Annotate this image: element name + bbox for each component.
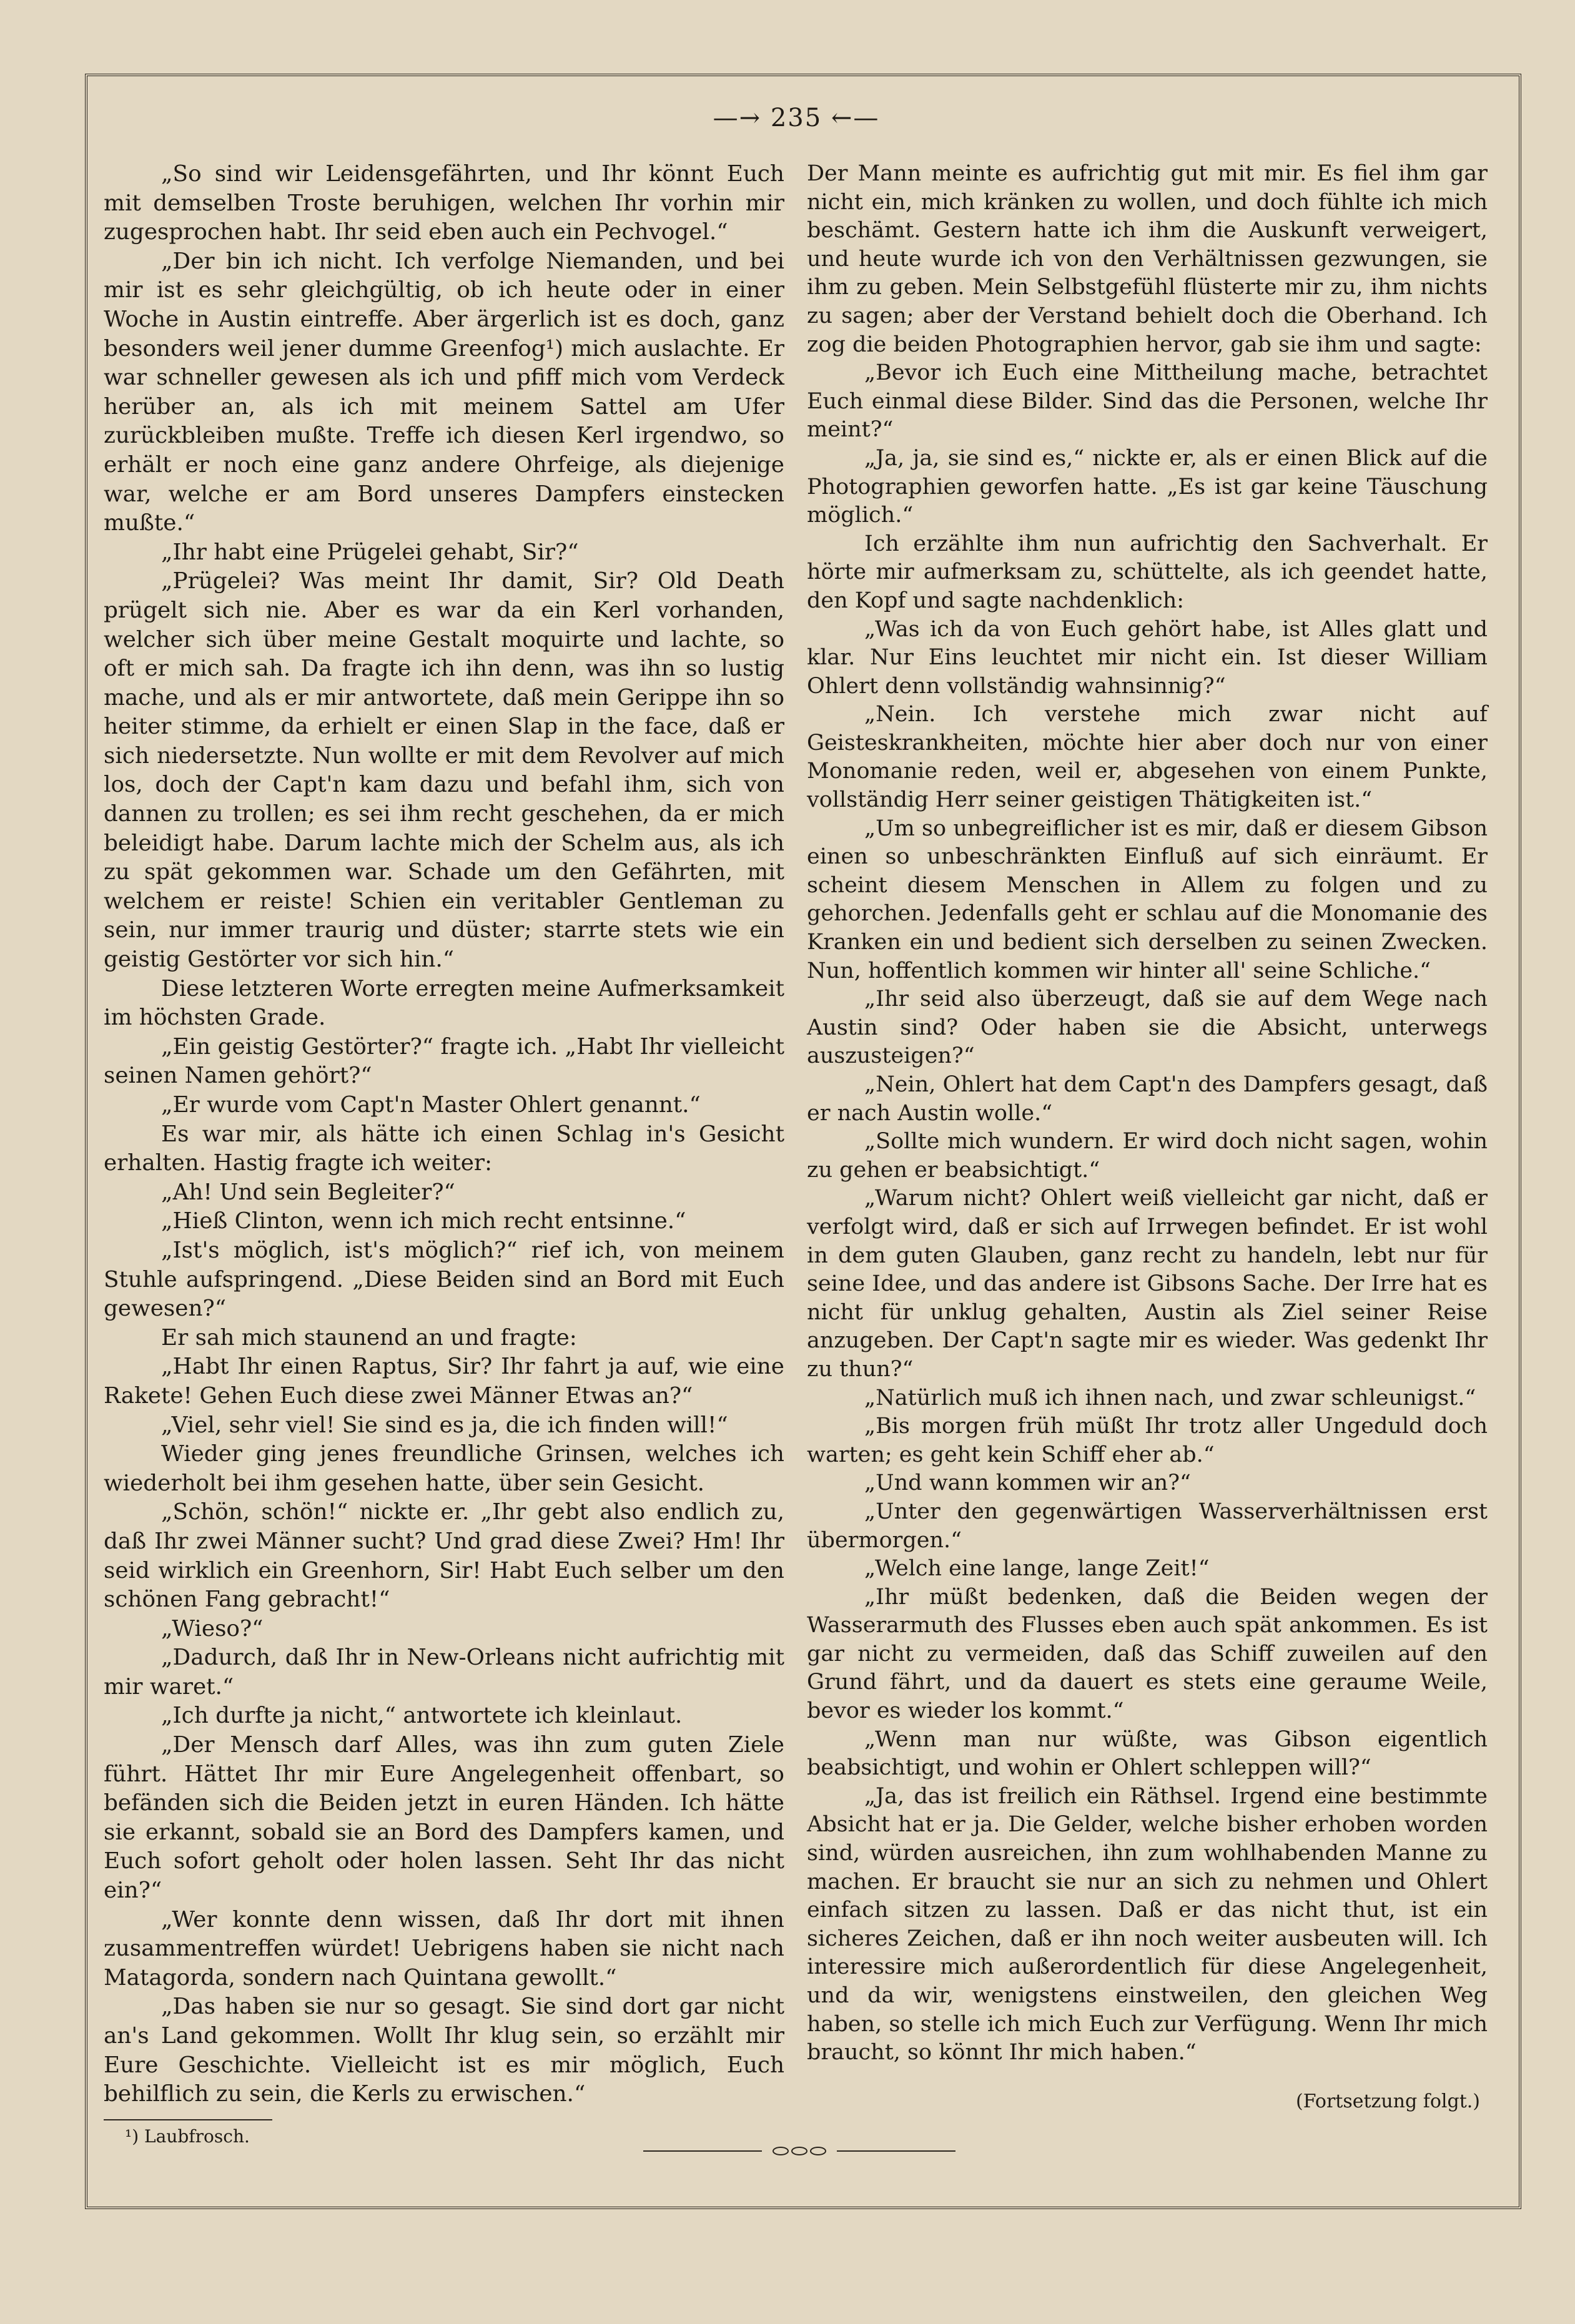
paragraph: „Wenn man nur wüßte, was Gibson eigentlich beabsichtigt, und wohin er Ohlert schleppen will?“ xyxy=(807,1726,1488,1781)
paragraph: „Wieso?“ xyxy=(161,1615,264,1642)
continuation-note: (Fortsetzung folgt.) xyxy=(1296,2090,1480,2112)
paragraph: „Wer konnte denn wissen, daß Ihr dort mit ihnen zusammentreffen würdet! Uebrigens haben sie nicht nach Matagorda, sondern nach Quintana gewollt.“ xyxy=(104,1906,784,1991)
paragraph: „So sind wir Leidensgefährten, und Ihr könnt Euch mit demselben Troste beruhigen, welchen Ihr vorhin mir zugesprochen habt. Ihr seid eben auch ein Pechvogel.“ xyxy=(104,161,784,245)
paragraph: Ich erzählte ihm nun aufrichtig den Sachverhalt. Er hörte mir aufmerksam zu, schüttelte, als ich geendet hatte, den Kopf und sagte nachdenklich: xyxy=(807,531,1488,613)
paragraph: „Nein, Ohlert hat dem Capt'n des Dampfers gesagt, daß er nach Austin wolle.“ xyxy=(807,1072,1488,1126)
paragraph: „Viel, sehr viel! Sie sind es ja, die ich finden will!“ xyxy=(161,1412,728,1438)
paragraph: „Das haben sie nur so gesagt. Sie sind dort gar nicht an's Land gekommen. Wollt Ihr klug sein, so erzählt mir Eure Geschichte. Vielleicht ist es mir möglich, Euch behilflich zu sein, die Kerls zu erwischen.“ xyxy=(104,1994,784,2107)
paragraph: Diese letzteren Worte erregten meine Aufmerksamkeit im höchsten Grade. xyxy=(104,975,784,1031)
left-column xyxy=(104,160,784,2109)
paragraph: „Bevor ich Euch eine Mittheilung mache, betrachtet Euch einmal diese Bilder. Sind das die Personen, welche Ihr meint?“ xyxy=(807,360,1488,443)
footnote-rule xyxy=(104,2119,272,2120)
paragraph: „Ich durfte ja nicht,“ antwortete ich kleinlaut. xyxy=(161,1703,683,1729)
paragraph: „Bis morgen früh müßt Ihr trotz aller Ungeduld doch warten; es geht kein Schiff eher ab.“ xyxy=(807,1414,1488,1467)
paragraph: „Ah! Und sein Begleiter?“ xyxy=(161,1179,455,1205)
paragraph: „Welch eine lange, lange Zeit!“ xyxy=(864,1556,1210,1582)
paragraph: „Um so unbegreiflicher ist es mir, daß er diesem Gibson einen so unbeschränkten Einfluß auf sich einräumt. Er scheint diesem Menschen in Allem zu folgen und zu gehorchen. Jedenfalls geht er schlau auf die Monomanie des Kranken ein und bedient sich derselben zu seinen Zwecken. Nun, hoffentlich kommen wir hinter all' seine Schliche.“ xyxy=(807,815,1488,983)
paragraph: „Unter den gegenwärtigen Wasserverhältnissen erst übermorgen.“ xyxy=(807,1499,1488,1553)
page-number: —→ 235 ←— xyxy=(713,104,880,132)
right-column xyxy=(807,160,1488,2067)
paragraph: „Warum nicht? Ohlert weiß vielleicht gar nicht, daß er verfolgt wird, daß er sich auf Irrwegen befindet. Er ist wohl in dem guten Glauben, ganz recht zu handeln, lebt nur für seine Idee, und das andere ist Gibsons Sache. Der Irre hat es nicht für unklug gehalten, Austin als Ziel seiner Reise anzugeben. Der Capt'n sagte mir es wieder. Was gedenkt Ihr zu thun?“ xyxy=(807,1186,1488,1382)
paragraph: „Ein geistig Gestörter?“ fragte ich. „Habt Ihr vielleicht seinen Namen gehört?“ xyxy=(104,1033,784,1089)
paragraph: „Was ich da von Euch gehört habe, ist Alles glatt und klar. Nur Eins leuchtet mir nicht ein. Ist dieser William Ohlert denn vollständig wahnsinnig?“ xyxy=(807,616,1488,699)
paragraph: „Natürlich muß ich ihnen nach, und zwar schleunigst.“ xyxy=(864,1385,1476,1411)
paragraph: „Ist's möglich, ist's möglich?“ rief ich, von meinem Stuhle aufspringend. „Diese Beiden sind an Bord mit Euch gewesen?“ xyxy=(104,1237,784,1322)
paragraph: „Habt Ihr einen Raptus, Sir? Ihr fahrt ja auf, wie eine Rakete! Gehen Euch diese zwei Männer Etwas an?“ xyxy=(104,1354,784,1409)
paragraph: „Der Mensch darf Alles, was ihn zum guten Ziele führt. Hättet Ihr mir Eure Angelegenheit offenbart, so befänden sich die Beiden jetzt in euren Händen. Ich hätte sie erkannt, sobald sie an Bord des Dampfers kamen, und Euch sofort geholt oder holen lassen. Seht Ihr das nicht ein?“ xyxy=(104,1732,784,1904)
paragraph: „Dadurch, daß Ihr in New-Orleans nicht aufrichtig mit mir waret.“ xyxy=(104,1645,784,1700)
paragraph: „Prügelei? Was meint Ihr damit, Sir? Old Death prügelt sich nie. Aber es war da ein Kerl vorhanden, welcher sich über meine Gestalt moquirte und lachte, so oft er mich sah. Da fragte ich ihn denn, was ihn so lustig mache, und als er mir antwortete, daß mein Gerippe ihn so heiter stimme, da erhielt er einen Slap in the face, daß er sich niedersetzte. Nun wollte er mit dem Revolver auf mich los, doch der Capt'n kam dazu und befahl ihm, sich von dannen zu trollen; es sei ihm recht geschehen, da er mich beleidigt habe. Darum lachte mich der Schelm aus, als ich zu spät gekommen war. Schade um den Gefährten, mit welchem er reiste! Schien ein veritabler Gentleman zu sein, nur immer traurig und düster; starrte stets wie ein geistig Gestörter vor sich hin.“ xyxy=(104,568,784,973)
paragraph: „Ja, ja, sie sind es,“ nickte er, als er einen Blick auf die Photographien geworfen hatte. „Es ist gar keine Täuschung möglich.“ xyxy=(807,445,1488,528)
paragraph: Der Mann meinte es aufrichtig gut mit mir. Es fiel ihm gar nicht ein, mich kränken zu wollen, und doch fühlte ich mich beschämt. Gestern hatte ich ihm die Auskunft verweigert, und heute wurde ich von den Verhältnissen gezwungen, sie ihm zu geben. Mein Selbstgefühl flüsterte mir zu, ihm nichts zu sagen; aber der Verstand behielt doch die Oberhand. Ich zog die beiden Photographien hervor, gab sie ihm und sagte: xyxy=(807,161,1488,357)
paragraph: „Er wurde vom Capt'n Master Ohlert genannt.“ xyxy=(161,1092,701,1118)
paragraph: Es war mir, als hätte ich einen Schlag in's Gesicht erhalten. Hastig fragte ich weiter: xyxy=(104,1121,784,1176)
paragraph: „Nein. Ich verstehe mich zwar nicht auf Geisteskrankheiten, möchte hier aber doch nur von einer Monomanie reden, weil er, abgesehen von einem Punkte, vollständig Herr seiner geistigen Thätigkeiten ist.“ xyxy=(807,702,1488,813)
paragraph: „Ihr müßt bedenken, daß die Beiden wegen der Wasserarmuth des Flusses eben auch spät ankommen. Es ist gar nicht zu vermeiden, daß das Schiff zuweilen auf den Grund fährt, und da dauert es stets eine geraume Weile, bevor es wieder los kommt.“ xyxy=(807,1584,1488,1724)
paragraph: „Ihr seid also überzeugt, daß sie auf dem Wege nach Austin sind? Oder haben sie die Absicht, unterwegs auszusteigen?“ xyxy=(807,987,1488,1069)
paragraph: „Sollte mich wundern. Er wird doch nicht sagen, wohin zu gehen er beabsichtigt.“ xyxy=(807,1129,1488,1183)
footnote: ¹) Laubfrosch. xyxy=(125,2126,250,2147)
paragraph: Er sah mich staunend an und fragte: xyxy=(161,1324,577,1351)
paragraph: „Hieß Clinton, wenn ich mich recht entsinne.“ xyxy=(161,1208,686,1234)
paragraph: „Und wann kommen wir an?“ xyxy=(864,1470,1191,1496)
paragraph: „Ja, das ist freilich ein Räthsel. Irgend eine bestimmte Absicht hat er ja. Die Gelder, welche bisher erhoben worden sind, würden ausreichen, ihn zum wohlhabenden Manne zu machen. Er braucht sie nur an sich zu nehmen und Ohlert einfach sitzen zu lassen. Daß er das nicht thut, ist ein sicheres Zeichen, daß er ihn noch weiter ausbeuten will. Ich interessire mich außerordentlich für diese Angelegenheit, und da wir, wenigstens einstweilen, den gleichen Weg haben, so stelle ich mich Euch zur Verfügung. Wenn Ihr mich braucht, so könnt Ihr mich haben.“ xyxy=(807,1783,1488,2066)
paragraph: Wieder ging jenes freundliche Grinsen, welches ich wiederholt bei ihm gesehen hatte, über sein Gesicht. xyxy=(104,1441,784,1496)
paragraph: „Der bin ich nicht. Ich verfolge Niemanden, und bei mir ist es sehr gleichgültig, ob ich heute oder in einer Woche in Austin eintreffe. Aber ärgerlich ist es doch, ganz besonders weil jener dumme Greenfog¹) mich auslachte. Er war schneller gewesen als ich und pfiff mich vom Verdeck herüber an, als ich mit meinem Sattel am Ufer zurückbleiben mußte. Treffe ich diesen Kerl irgendwo, so erhält er noch eine ganz andere Ohrfeige, als diejenige war, welche er am Bord unseres Dampfers einstecken mußte.“ xyxy=(104,248,784,536)
paragraph: „Ihr habt eine Prügelei gehabt, Sir?“ xyxy=(161,539,579,565)
end-ornament xyxy=(637,2142,962,2160)
paragraph: „Schön, schön!“ nickte er. „Ihr gebt also endlich zu, daß Ihr zwei Männer sucht? Und grad diese Zwei? Hm! Ihr seid wirklich ein Greenhorn, Sir! Habt Euch selber um den schönen Fang gebracht!“ xyxy=(104,1499,784,1613)
